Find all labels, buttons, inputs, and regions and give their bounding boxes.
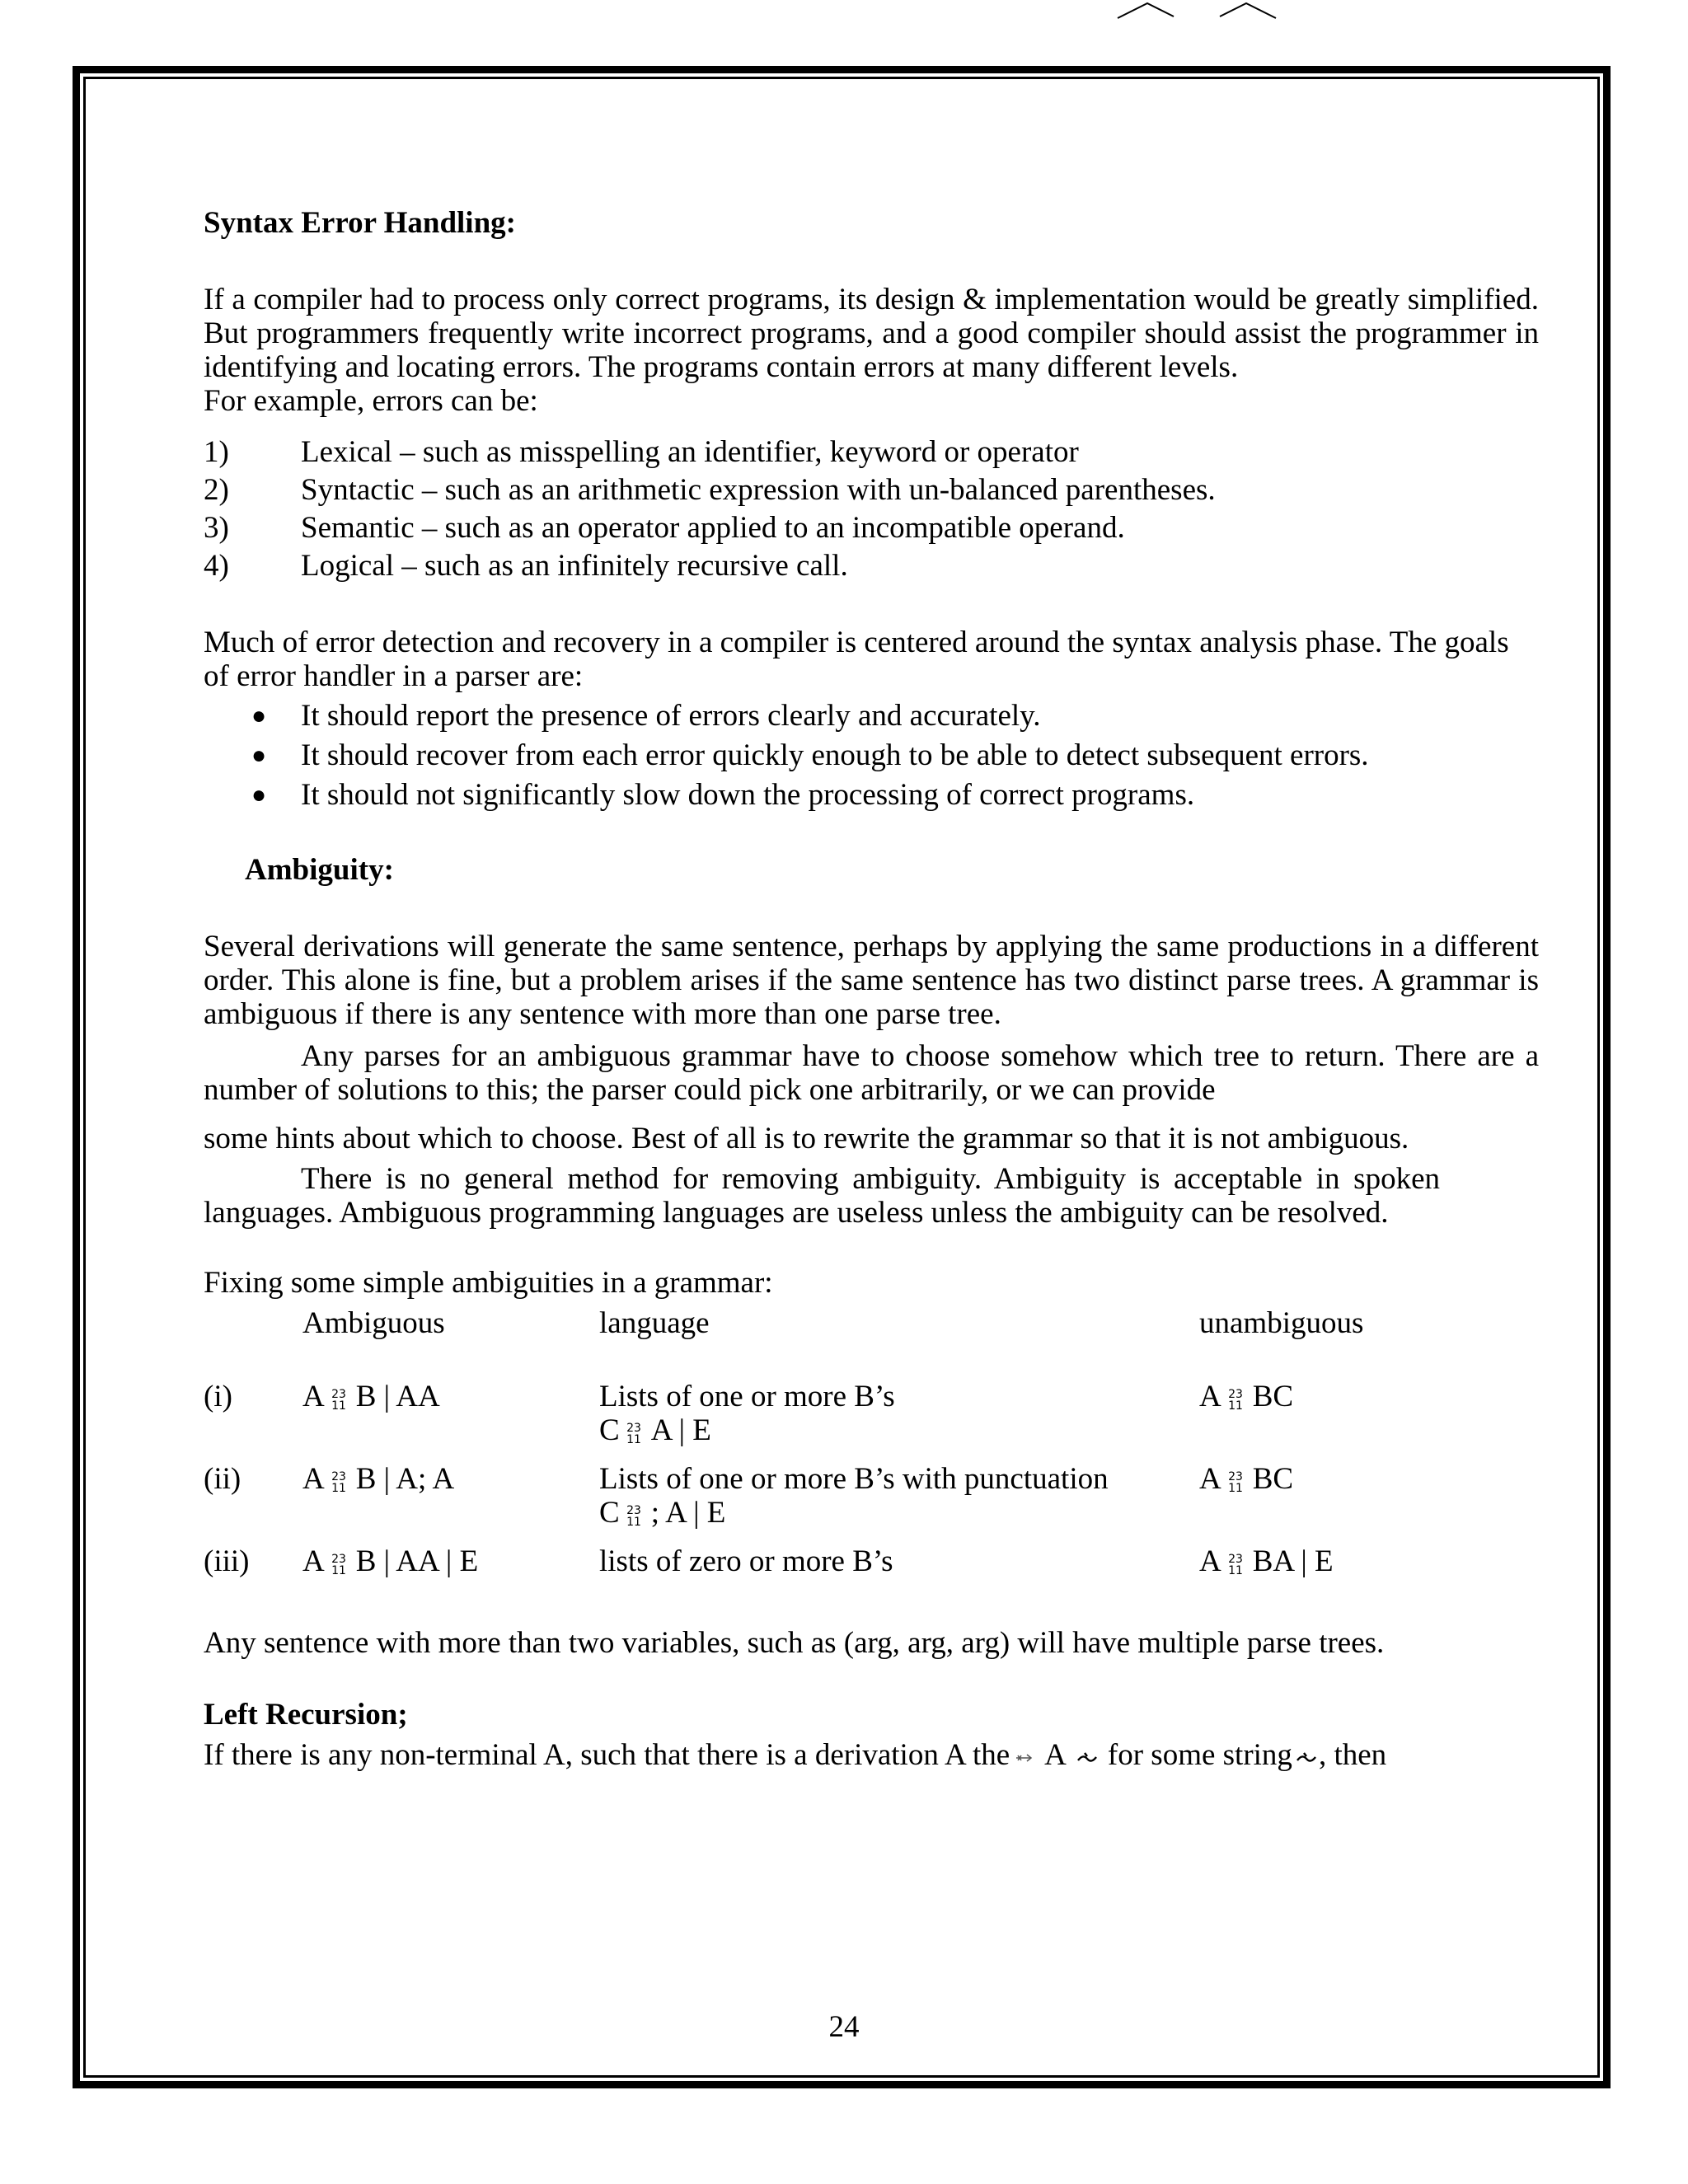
table-row: (ii) A 23 11 B | A; A Lists of one or more B’s with punctuation A 23 11 BC [204,1462,1294,1496]
svg-text:23: 23 [1227,1552,1243,1566]
list-item: ● It should recover from each error quickly enough to be able to detect subsequent errors. [204,733,1539,772]
ambiguity-para-1: Several derivations will generate the same sentence, perhaps by applying the same productions in a different order. This alone is fine, but a problem arises if the same sentence has two distinct parse trees. A grammar is ambiguous if there is any sentence with more than one parse tree. [204,930,1539,1031]
errors-example-line: For example, errors can be: [204,384,538,418]
table-row: C 23 11 ; A | E [599,1496,726,1530]
left-recursion-heading: Left Recursion; [204,1698,408,1732]
svg-text:23: 23 [331,1552,346,1566]
derives-arrow-icon [330,1388,348,1411]
page-corner-marks [1114,0,1279,21]
list-item: 4) Logical – such as an infinitely recursive call. [204,549,848,583]
bullet-icon: ● [251,702,267,729]
derives-arrow-icon [1226,1470,1245,1493]
svg-text:23: 23 [1227,1387,1243,1401]
page-number: 24 [828,2010,860,2044]
svg-text:11: 11 [331,1399,346,1411]
svg-text:23: 23 [331,1387,346,1401]
grammar-table-header [204,1306,1539,1340]
error-levels-list [204,431,1539,583]
svg-text:23: 23 [331,1469,346,1483]
alpha-symbol-icon [1296,1741,1317,1774]
ambiguity-para-3: There is no general method for removing ambiguity. Ambiguity is acceptable in spoken languages. Ambiguous programming languages are useless unless the ambiguity can be resolved. [204,1162,1440,1230]
syntax-error-intro: If a compiler had to process only correct programs, its design & implementation would be greatly simplified. But programmers frequently write incorrect programs, and a good compiler should assist the programmer in identifying and locating errors. The programs contain errors at many different levels. [204,283,1539,384]
table-row: (iii) A 23 11 B | AA | E lists of zero or more B’s A 23 11 BA | E [204,1544,1334,1578]
derives-arrow-icon [1226,1553,1245,1576]
fixing-ambiguities-line: Fixing some simple ambiguities in a grammar: [204,1266,773,1300]
svg-text:23: 23 [1227,1469,1243,1483]
derives-arrow-icon [330,1470,348,1493]
derives-arrow-icon [1226,1388,1245,1411]
svg-text:23: 23 [626,1421,641,1435]
list-item: ● It should report the presence of errors clearly and accurately. [204,693,1539,733]
left-recursion-line: If there is any non-terminal A, such that there is a derivation A the A for some string , then [204,1738,1539,1774]
list-item: ● It should not significantly slow down the processing of correct programs. [204,772,1539,812]
derives-arrow-icon [330,1553,348,1576]
derives-arrow-icon [625,1422,643,1445]
error-handler-goals-intro: Much of error detection and recovery in a compiler is centered around the syntax analysis phase. The goals of error handler in a parser are: [204,626,1509,693]
svg-text:11: 11 [331,1563,346,1576]
svg-text:11: 11 [1227,1481,1243,1493]
svg-text:23: 23 [626,1503,641,1517]
svg-text:11: 11 [626,1515,641,1527]
ambiguity-para-2b: some hints about which to choose. Best of all is to rewrite the grammar so that it is not ambiguous. [204,1122,1409,1155]
alpha-symbol-icon [1076,1741,1098,1774]
svg-text:11: 11 [331,1481,346,1493]
derives-plus-icon [1015,1752,1036,1764]
list-item: 3) Semantic – such as an operator applied to an incompatible operand. [204,511,1125,545]
list-item: 1) Lexical – such as misspelling an identifier, keyword or operator [204,435,1079,469]
header-language: language [599,1306,710,1340]
ambiguity-para-2a: Any parses for an ambiguous grammar have to choose somehow which tree to return. There are a number of solutions to this; the parser could pick one arbitrarily, or we can provide [204,1039,1539,1107]
table-row: C 23 11 A | E [599,1413,711,1447]
header-ambiguous: Ambiguous [302,1306,445,1340]
document-body [204,206,1539,1774]
svg-text:11: 11 [626,1432,641,1445]
header-unambiguous: unambiguous [1199,1306,1364,1340]
multiple-parse-trees-note: Any sentence with more than two variables, such as (arg, arg, arg) will have multiple parse trees. [204,1626,1385,1660]
error-handler-goals-list [204,693,1539,812]
ambiguity-heading: Ambiguity: [245,853,394,887]
syntax-error-heading: Syntax Error Handling: [204,206,516,240]
bullet-icon: ● [251,742,267,769]
table-row: (i) A 23 11 B | AA Lists of one or more B’s A 23 11 BC [204,1380,1294,1413]
derives-arrow-icon [625,1504,643,1527]
list-item: 2) Syntactic – such as an arithmetic expression with un-balanced parentheses. [204,473,1216,507]
bullet-icon: ● [251,781,267,808]
svg-text:11: 11 [1227,1399,1243,1411]
svg-text:11: 11 [1227,1563,1243,1576]
